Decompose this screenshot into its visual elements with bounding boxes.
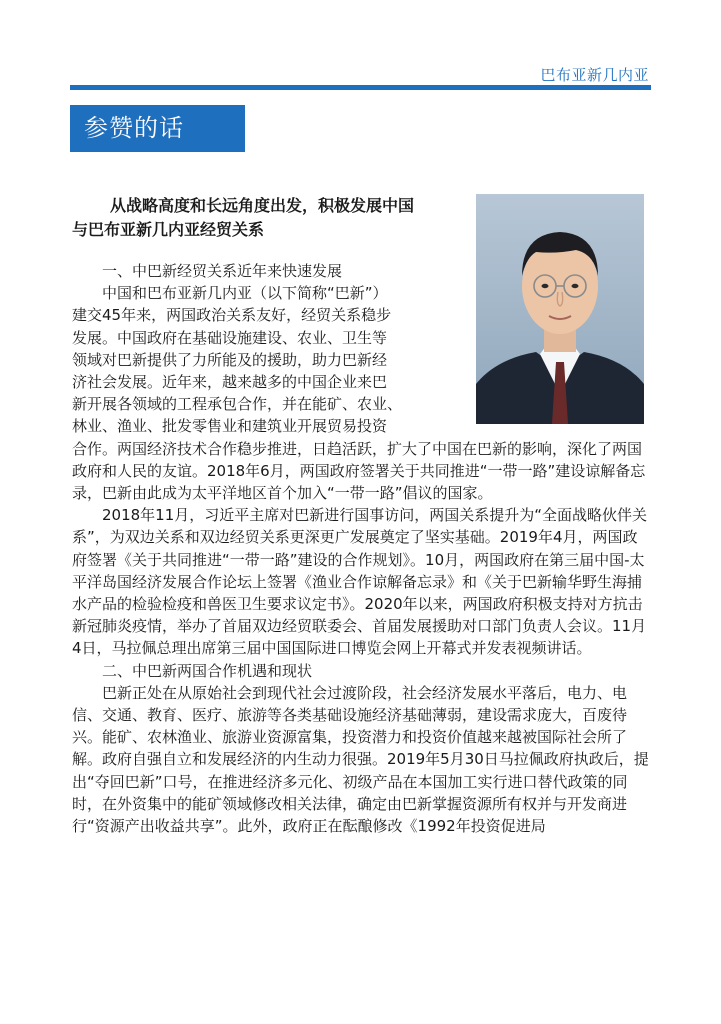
section-banner: 参赞的话 — [70, 105, 245, 152]
portrait-illustration — [476, 194, 644, 424]
article-title-line1: 从战略高度和长远角度出发，积极发展中国 — [110, 196, 415, 215]
paragraph-3: 巴新正处在从原始社会到现代社会过渡阶段，社会经济发展水平落后，电力、电信、交通、教育、医疗、旅游等各类基础设施经济基础薄弱，建设需求庞大，百废待兴。能矿、农林渔业、旅游业资源富集，投资潜力和投资价值越来越被国际社会所了解。政府自强自立和发展经济的内生动力很强。2019年5月30日马拉佩政府执政后，提出“夺回巴新”口号，在推进经济多元化、初级产品在本国加工实行进口替代政策的同时，在外资集中的能矿领域修改相关法律，确定由巴新掌握资源所有权并与开发商进行“资源产出收益共享”。此外，政府正在酝酿修改《1992年投资促进局 — [72, 683, 649, 836]
text-line: 领域对巴新提供了力所能及的援助，助力巴新经 — [72, 350, 388, 369]
paragraph-1-continuation: 合作。两国经济技术合作稳步推进，日趋活跃，扩大了中国在巴新的影响，深化了两国政府和人民的友谊。2018年6月，两国政府签署关于共同推进“一带一路”建设谅解备忘录，巴新由此成为太平洋地区首个加入“一带一路”倡议的国家。 — [72, 439, 646, 502]
section-heading-1: 一、中巴新经贸关系近年来快速发展 — [102, 262, 343, 280]
text-line: 林业、渔业、批发零售业和建筑业开展贸易投资 — [72, 417, 388, 436]
text-line: 建交45年来，两国政治关系友好，经贸关系稳步 — [72, 306, 392, 325]
section-heading-2: 二、中巴新两国合作机遇和现状 — [102, 661, 313, 680]
article-title-line2: 与巴布亚新几内亚经贸关系 — [72, 220, 265, 239]
text-line: 发展。中国政府在基础设施建设、农业、卫生等 — [72, 328, 388, 347]
header-rule — [70, 85, 651, 90]
text-line: 济社会发展。近年来，越来越多的中国企业来巴 — [72, 373, 388, 392]
article-body-main — [72, 438, 652, 838]
article-title — [72, 194, 468, 242]
paragraph-1-narrow — [72, 282, 464, 437]
running-header: 巴布亚新几内亚 — [540, 66, 649, 84]
text-line: 中国和巴布亚新几内亚（以下简称“巴新”） — [102, 284, 388, 303]
portrait-photo — [476, 194, 644, 424]
paragraph-2: 2018年11月，习近平主席对巴新进行国事访问，两国关系提升为“全面战略伙伴关系”，为双边关系和双边经贸关系更深更广发展奠定了坚实基础。2019年4月，两国政府签署《关于共同推进“一带一路”建设的合作规划》。10月，两国政府在第三届中国-太平洋岛国经济发展合作论坛上签署《渔业合作谅解备忘录》和《关于巴新输华野生海捕水产品的检验检疫和兽医卫生要求议定书》。2020年以来，两国政府积极支持对方抗击新冠肺炎疫情，举办了首届双边经贸联委会、首届发展援助对口部门负责人会议。11月4日，马拉佩总理出席第三届中国国际进口博览会网上开幕式并发表视频讲话。 — [72, 506, 648, 658]
text-line: 新开展各领域的工程承包合作，并在能矿、农业、 — [72, 395, 403, 414]
article-body-top — [72, 260, 464, 438]
